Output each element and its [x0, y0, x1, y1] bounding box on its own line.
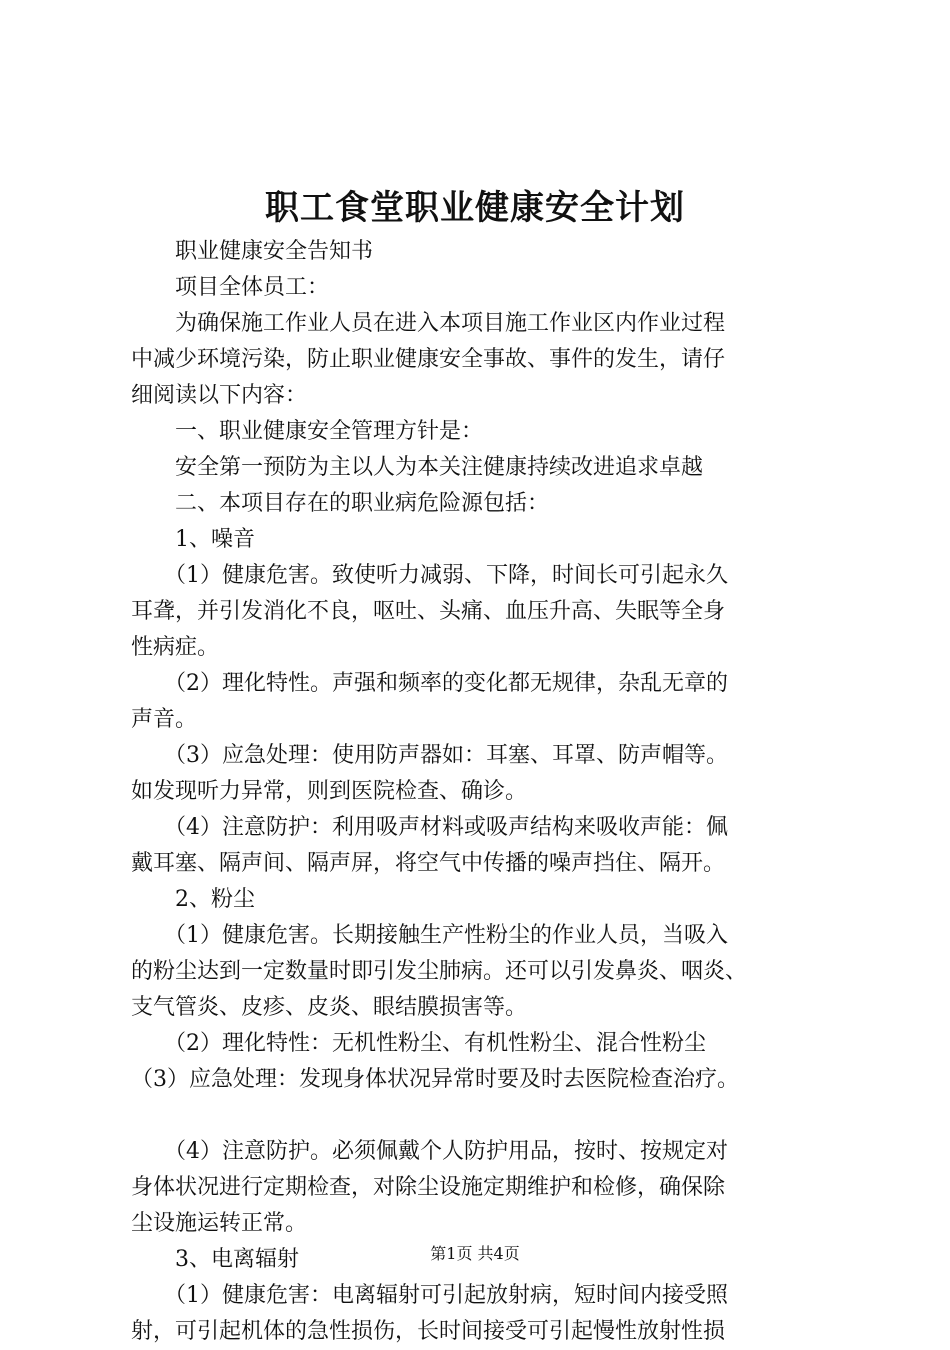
body-line: 射，可引起机体的急性损伤，长时间接受可引起慢性放射性损: [131, 1319, 726, 1344]
body-line: （2）理化特性。声强和频率的变化都无规律，杂乱无章的: [131, 671, 728, 696]
body-line: （2）理化特性：无机性粉尘、有机性粉尘、混合性粉尘: [131, 1031, 706, 1056]
body-line: （1）健康危害：电离辐射可引起放射病，短时间内接受照: [131, 1283, 728, 1308]
document-body: [131, 234, 851, 1350]
body-line: （4）注意防护：利用吸声材料或吸声结构来吸收声能：佩: [131, 815, 728, 840]
body-line: 戴耳塞、隔声间、隔声屏，将空气中传播的噪声挡住、隔开。: [131, 851, 726, 876]
body-line: 身体状况进行定期检查，对除尘设施定期维护和检修，确保除: [131, 1175, 726, 1200]
body-line: 职业健康安全告知书: [131, 239, 374, 264]
paragraph-gap: [131, 1098, 851, 1134]
body-line: 如发现听力异常，则到医院检查、确诊。: [131, 779, 528, 804]
body-line: （3）应急处理：发现身体状况异常时要及时去医院检查治疗。: [131, 1067, 739, 1092]
body-line: （3）应急处理：使用防声器如：耳塞、耳罩、防声帽等。: [131, 743, 728, 768]
body-line: 项目全体员工：: [131, 275, 330, 300]
body-line: 2、粉尘: [131, 887, 255, 912]
body-line: （1）健康危害。长期接触生产性粉尘的作业人员，当吸入: [131, 923, 728, 948]
body-line: 性病症。: [131, 635, 220, 660]
body-line: 耳聋，并引发消化不良，呕吐、头痛、血压升高、失眠等全身: [131, 599, 726, 624]
body-line: 细阅读以下内容：: [131, 383, 308, 408]
body-line: 为确保施工作业人员在进入本项目施工作业区内作业过程: [131, 311, 726, 336]
body-line: 尘设施运转正常。: [131, 1211, 308, 1236]
body-line: 支气管炎、皮疹、皮炎、眼结膜损害等。: [131, 995, 528, 1020]
body-line: 安全第一预防为主以人为本关注健康持续改进追求卓越: [131, 455, 704, 480]
body-line: 声音。: [131, 707, 198, 732]
body-line: 中减少环境污染，防止职业健康安全事故、事件的发生，请仔: [131, 347, 726, 372]
body-line: 的粉尘达到一定数量时即引发尘肺病。还可以引发鼻炎、咽炎、: [131, 959, 748, 984]
body-line: 1、噪音: [131, 527, 255, 552]
page-footer: 第1页 共4页: [430, 1244, 520, 1263]
body-line: （4）注意防护。必须佩戴个人防护用品，按时、按规定对: [131, 1139, 728, 1164]
document-title: 职工食堂职业健康安全计划: [265, 188, 685, 228]
body-line: 二、本项目存在的职业病危险源包括：: [131, 491, 550, 516]
body-line: （1）健康危害。致使听力减弱、下降，时间长可引起永久: [131, 563, 728, 588]
body-line: 3、电离辐射: [131, 1247, 299, 1272]
body-line: 一、职业健康安全管理方针是：: [131, 419, 484, 444]
